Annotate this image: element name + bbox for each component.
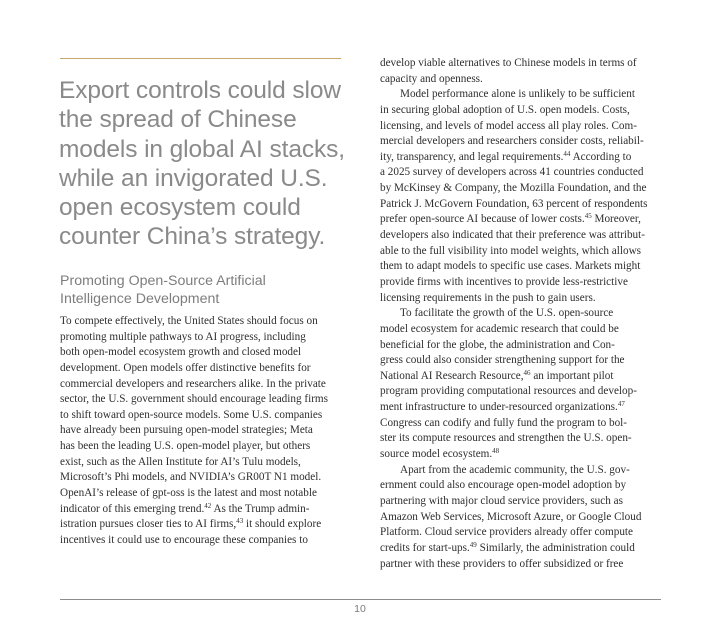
text-line: development. Open models offer distinctive benefits for (60, 361, 311, 374)
text-line: Microsoft’s Phi models, and NVIDIA’s GR00T N1 model. (60, 471, 322, 484)
text-line: developers also indicated that their preference was attribut- (380, 229, 645, 242)
text-line: develop viable alternatives to Chinese models in terms of (380, 57, 637, 69)
text-line: indicator of this emerging trend.$^{42}$ As the Trump admin- (60, 501, 310, 515)
text-line: ster its compute resources and strengthen the U.S. open- (380, 432, 632, 445)
text-line: commercial developers and researchers alike. In the private (60, 377, 326, 390)
text-line: Apart from the academic community, the U.S. gov- (400, 463, 630, 476)
text-line: National AI Research Resource,$^{46}$ an important pilot (380, 368, 614, 382)
text-line: Platform. Cloud service providers already offer compute (380, 526, 633, 539)
text-line: have already been pursuing open-model strategies; Meta (60, 424, 313, 437)
footnote-ref[interactable]: 43 (236, 517, 244, 526)
top-divider (60, 58, 341, 59)
text-line: incentives it could use to encourage these companies to (60, 533, 308, 546)
text-line: program providing computational resources and develop- (380, 385, 637, 398)
left-column (60, 314, 343, 549)
text-line: mercial developers and researchers consider costs, reliabil- (380, 135, 644, 148)
text-line: ity, transparency, and legal requirements.$^{44}$ According to (380, 149, 632, 163)
right-column (380, 56, 663, 572)
text-line: them to adapt models to specific use cases. Markets might (380, 260, 641, 273)
text-line: by McKinsey & Company, the Mozilla Foundation, and the (380, 182, 647, 195)
text-line: has been the leading U.S. open-model player, but others (60, 440, 311, 453)
text-line: provide firms with incentives to provide less-restrictive (380, 275, 628, 288)
text-line: capacity and openness. (380, 72, 483, 85)
section-heading: Promoting Open-Source Artificial Intelligence Development (60, 273, 266, 307)
footer-divider (60, 599, 661, 600)
footnote-ref[interactable]: 45 (584, 212, 592, 221)
text-line: prefer open-source AI because of lower costs.$^{45}$ Moreover, (380, 212, 641, 226)
page-number: 10 (354, 603, 366, 615)
text-line: sector, the U.S. government should encourage leading firms (60, 393, 328, 406)
text-line: credits for start-ups.$^{49}$ Similarly, the administration could (380, 540, 635, 554)
text-line: istration pursues closer ties to AI firms,$^{43}$ it should explore (60, 517, 322, 531)
paragraph (380, 463, 663, 572)
text-line: to shift toward open-source models. Some U.S. companies (60, 408, 323, 421)
text-line: Amazon Web Services, Microsoft Azure, or Google Cloud (380, 510, 642, 523)
text-line: To facilitate the growth of the U.S. open-source (400, 307, 614, 320)
text-line: exist, such as the Allen Institute for AI’s Tulu models, (60, 455, 301, 468)
text-line: promoting multiple pathways to AI progress, including (60, 330, 306, 343)
text-line: To compete effectively, the United States should focus on (60, 315, 318, 327)
text-line: ment infrastructure to under-resourced organizations.$^{47}$ (380, 400, 625, 414)
text-line: a 2025 survey of developers across 41 countries conducted (380, 166, 644, 179)
text-line: model ecosystem for academic research that could be (380, 322, 619, 335)
text-line: Congress can codify and fully fund the program to bol- (380, 416, 627, 429)
paragraph (60, 314, 343, 549)
text-line: partner with these providers to offer subsidized or free (380, 557, 624, 570)
paragraph (380, 56, 663, 87)
text-line: both open-model ecosystem growth and closed model (60, 346, 302, 359)
footnote-ref[interactable]: 44 (563, 149, 571, 158)
text-line: licensing, and levels of model access all play roles. Com- (380, 119, 637, 132)
text-line: beneficial for the globe, the administration and Con- (380, 338, 615, 351)
text-line: OpenAI’s release of gpt-oss is the latest and most notable (60, 487, 317, 500)
footnote-ref[interactable]: 46 (523, 368, 531, 377)
text-line: able to the full visibility into model weights, which allows (380, 244, 642, 257)
footnote-ref[interactable]: 49 (469, 540, 477, 549)
text-line: partnering with major cloud service providers, such as (380, 494, 623, 507)
paragraph (380, 87, 663, 306)
text-line: gress could also consider strengthening support for the (380, 354, 625, 367)
text-line: ernment could also encourage open-model adoption by (380, 479, 627, 492)
text-line: Patrick J. McGovern Foundation, 63 percent of respondents (380, 197, 648, 210)
text-line: source model ecosystem.$^{48}$ (380, 447, 500, 461)
text-line: in securing global adoption of U.S. open models. Costs, (380, 103, 630, 116)
pull-quote: Export controls could slow the spread of Chinese models in global AI stacks, while an invigorated U.S. open ecosystem could counter China’s strategy. (59, 77, 346, 251)
footnote-ref[interactable]: 48 (492, 447, 500, 456)
paragraph (380, 306, 663, 462)
footnote-ref[interactable]: 47 (617, 400, 625, 409)
footnote-ref[interactable]: 42 (204, 501, 212, 510)
text-line: licensing requirements in the push to gain users. (380, 291, 596, 304)
text-line: Model performance alone is unlikely to be sufficient (400, 88, 635, 101)
